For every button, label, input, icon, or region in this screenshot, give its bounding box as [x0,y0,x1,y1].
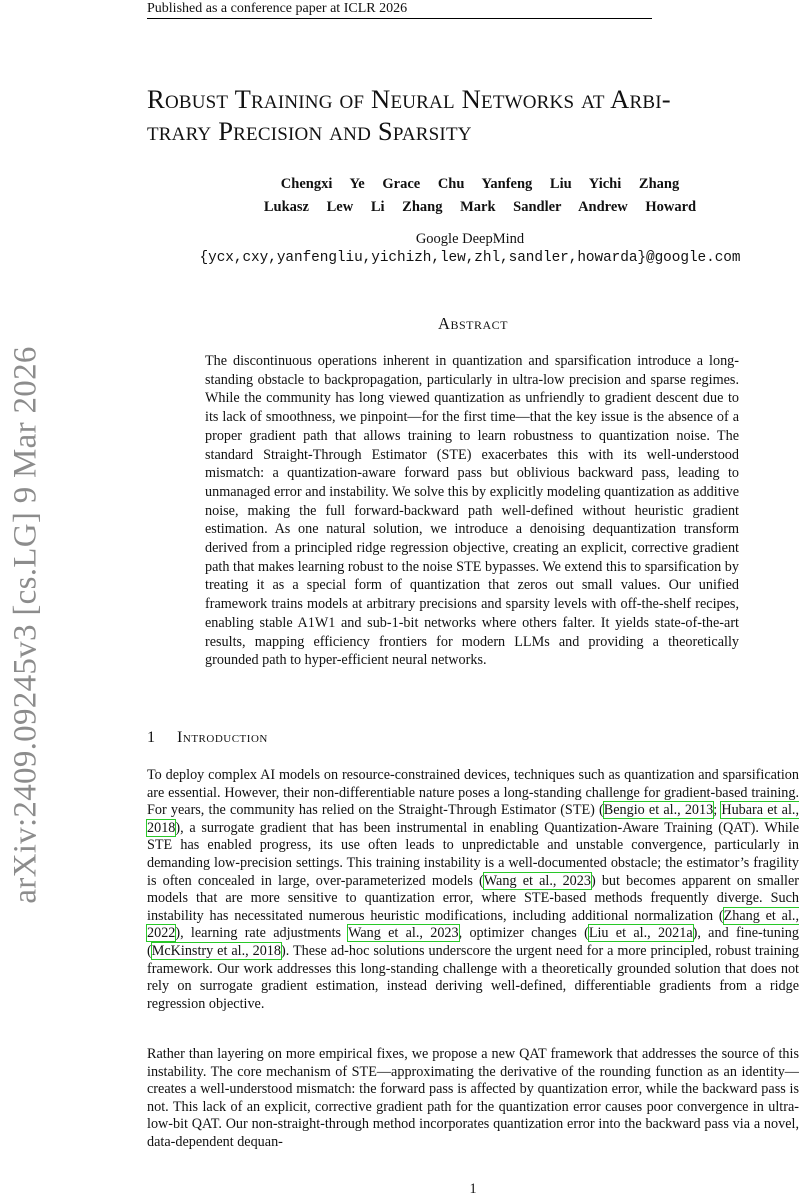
author: Chengxi Ye [280,176,365,192]
author: Mark Sandler [460,199,562,215]
title-line-2: trary Precision and Sparsity [147,116,472,146]
citation-link[interactable]: McKinstry et al., 2018 [151,942,281,959]
authors-row-1 [160,176,799,193]
arxiv-watermark [0,318,52,933]
citation-link[interactable]: Wang et al., 2023 [483,872,591,889]
intro-paragraph-2: Rather than layering on more empirical fixes, we propose a new QAT framework that addresses the source of this instability. The core mechanism of STE—approximating the derivative of the rounding function as an identity—creates a well-understood mismatch: the forward pass is affected by quantization error, while the backward pass is not. This lack of an explicit, corrective gradient path for the quantization error causes poor convergence in ultra-low-bit QAT. Our non-straight-through method incorporates quantization error into the backward pass via a novel, data-dependent dequan- [147,1046,799,1150]
running-header: Published as a conference paper at ICLR 2026 [147,0,652,19]
abstract-text: The discontinuous operations inherent in quantization and sparsification introduce a long-standing obstacle to backpropagation, particularly in ultra-low precision and sparse regimes. While the community has long viewed quantization as unfriendly to gradient descent due to its lack of smoothness, we pinpoint—for the first time—that the key issue is the absence of a proper gradient path that allows training to learn robustness to quantization noise. The standard Straight-Through Estimator (STE) exacerbates this with its well-understood mismatch: a quantization-aware forward pass but oblivious backward pass, leading to unmanaged error and instability. We solve this by explicitly modeling quantization as additive noise, making the full forward-backward path well-defined without heuristic gradient estimation. As one natural solution, we introduce a denoising dequantization transform derived from a principled ridge regression objective, creating an explicit, corrective gradient path that makes learning robust to the noise STE bypasses. We extend this to sparsification by treating it as a special form of quantization that zeros out small values. Our unified framework trains models at arbitrary precisions and sparsity levels with off-the-shelf recipes, enabling stable A1W1 and sub-1-bit networks where others falter. It yields state-of-the-art results, mapping efficiency frontiers for modern LLMs and providing a theoretically grounded path to hyper-efficient neural networks. [205,353,739,669]
paper-title [147,83,799,147]
citation-link[interactable]: Hubara et al., 2018 [147,802,799,836]
citation-link[interactable]: Bengio et al., 2013 [603,802,714,819]
author: Li Zhang [370,199,443,215]
intro-paragraph-1: To deploy complex AI models on resource-constrained devices, techniques such as quantization and sparsification are essential. However, their non-differentiable nature poses a long-standing challenge for gradient-based training. For years, the community has relied on the Straight-Through Estimator (STE) (Bengio et al., 2013; Hubara et al., 2018), a surrogate gradient that has been instrumental in enabling Quantization-Aware Training (QAT). While STE has enabled progress, its use often leads to unpredictable and unstable convergence, particularly in demanding low-precision settings. This training instability is a well-documented obstacle; the estimator’s fragility is often concealed in large, over-parameterized models (Wang et al., 2023) but becomes apparent on smaller models that are more sensitive to quantization error, where STE-based methods frequently diverge. Such instability has necessitated numerous heuristic modifications, including additional normalization (Zhang et al., 2022), learning rate adjustments Wang et al., 2023, optimizer changes (Liu et al., 2021a), and fine-tuning (McKinstry et al., 2018). These ad-hoc solutions underscore the urgent need for a more principled, robust training framework. Our work addresses this long-standing challenge with a theoretically grounded solution that does not rely on surrogate gradient estimation, instead deriving well-defined, differentiable gradients from a ridge regression objective. [147,767,799,1012]
abstract-heading: Abstract [438,314,508,333]
affiliation: Google DeepMind [415,231,525,247]
arxiv-id: arXiv:2409.09245v3 [cs.LG] 9 Mar 2026 [7,346,44,904]
title-line-1: Robust Training of Neural Networks at Arbi- [147,84,671,114]
author-emails: {ycx,cxy,yanfengliu,yichizh,lew,zhl,sandler,howarda}@google.com [199,250,741,266]
citation-link[interactable]: Zhang et al., 2022 [147,907,799,942]
section-title: Introduction [177,728,268,746]
author: Yichi Zhang [588,176,680,192]
authors-row-2 [160,199,799,216]
author: Andrew Howard [578,199,697,215]
page-number: 1 [469,1181,477,1197]
citation-link[interactable]: Liu et al., 2021a [588,925,693,942]
section-heading-introduction [147,728,799,747]
section-number: 1 [147,728,156,746]
author: Grace Chu [382,176,465,192]
citation-link[interactable]: Wang et al., 2023 [348,925,459,942]
author: Yanfeng Liu [481,176,572,192]
author: Lukasz Lew [263,199,354,215]
